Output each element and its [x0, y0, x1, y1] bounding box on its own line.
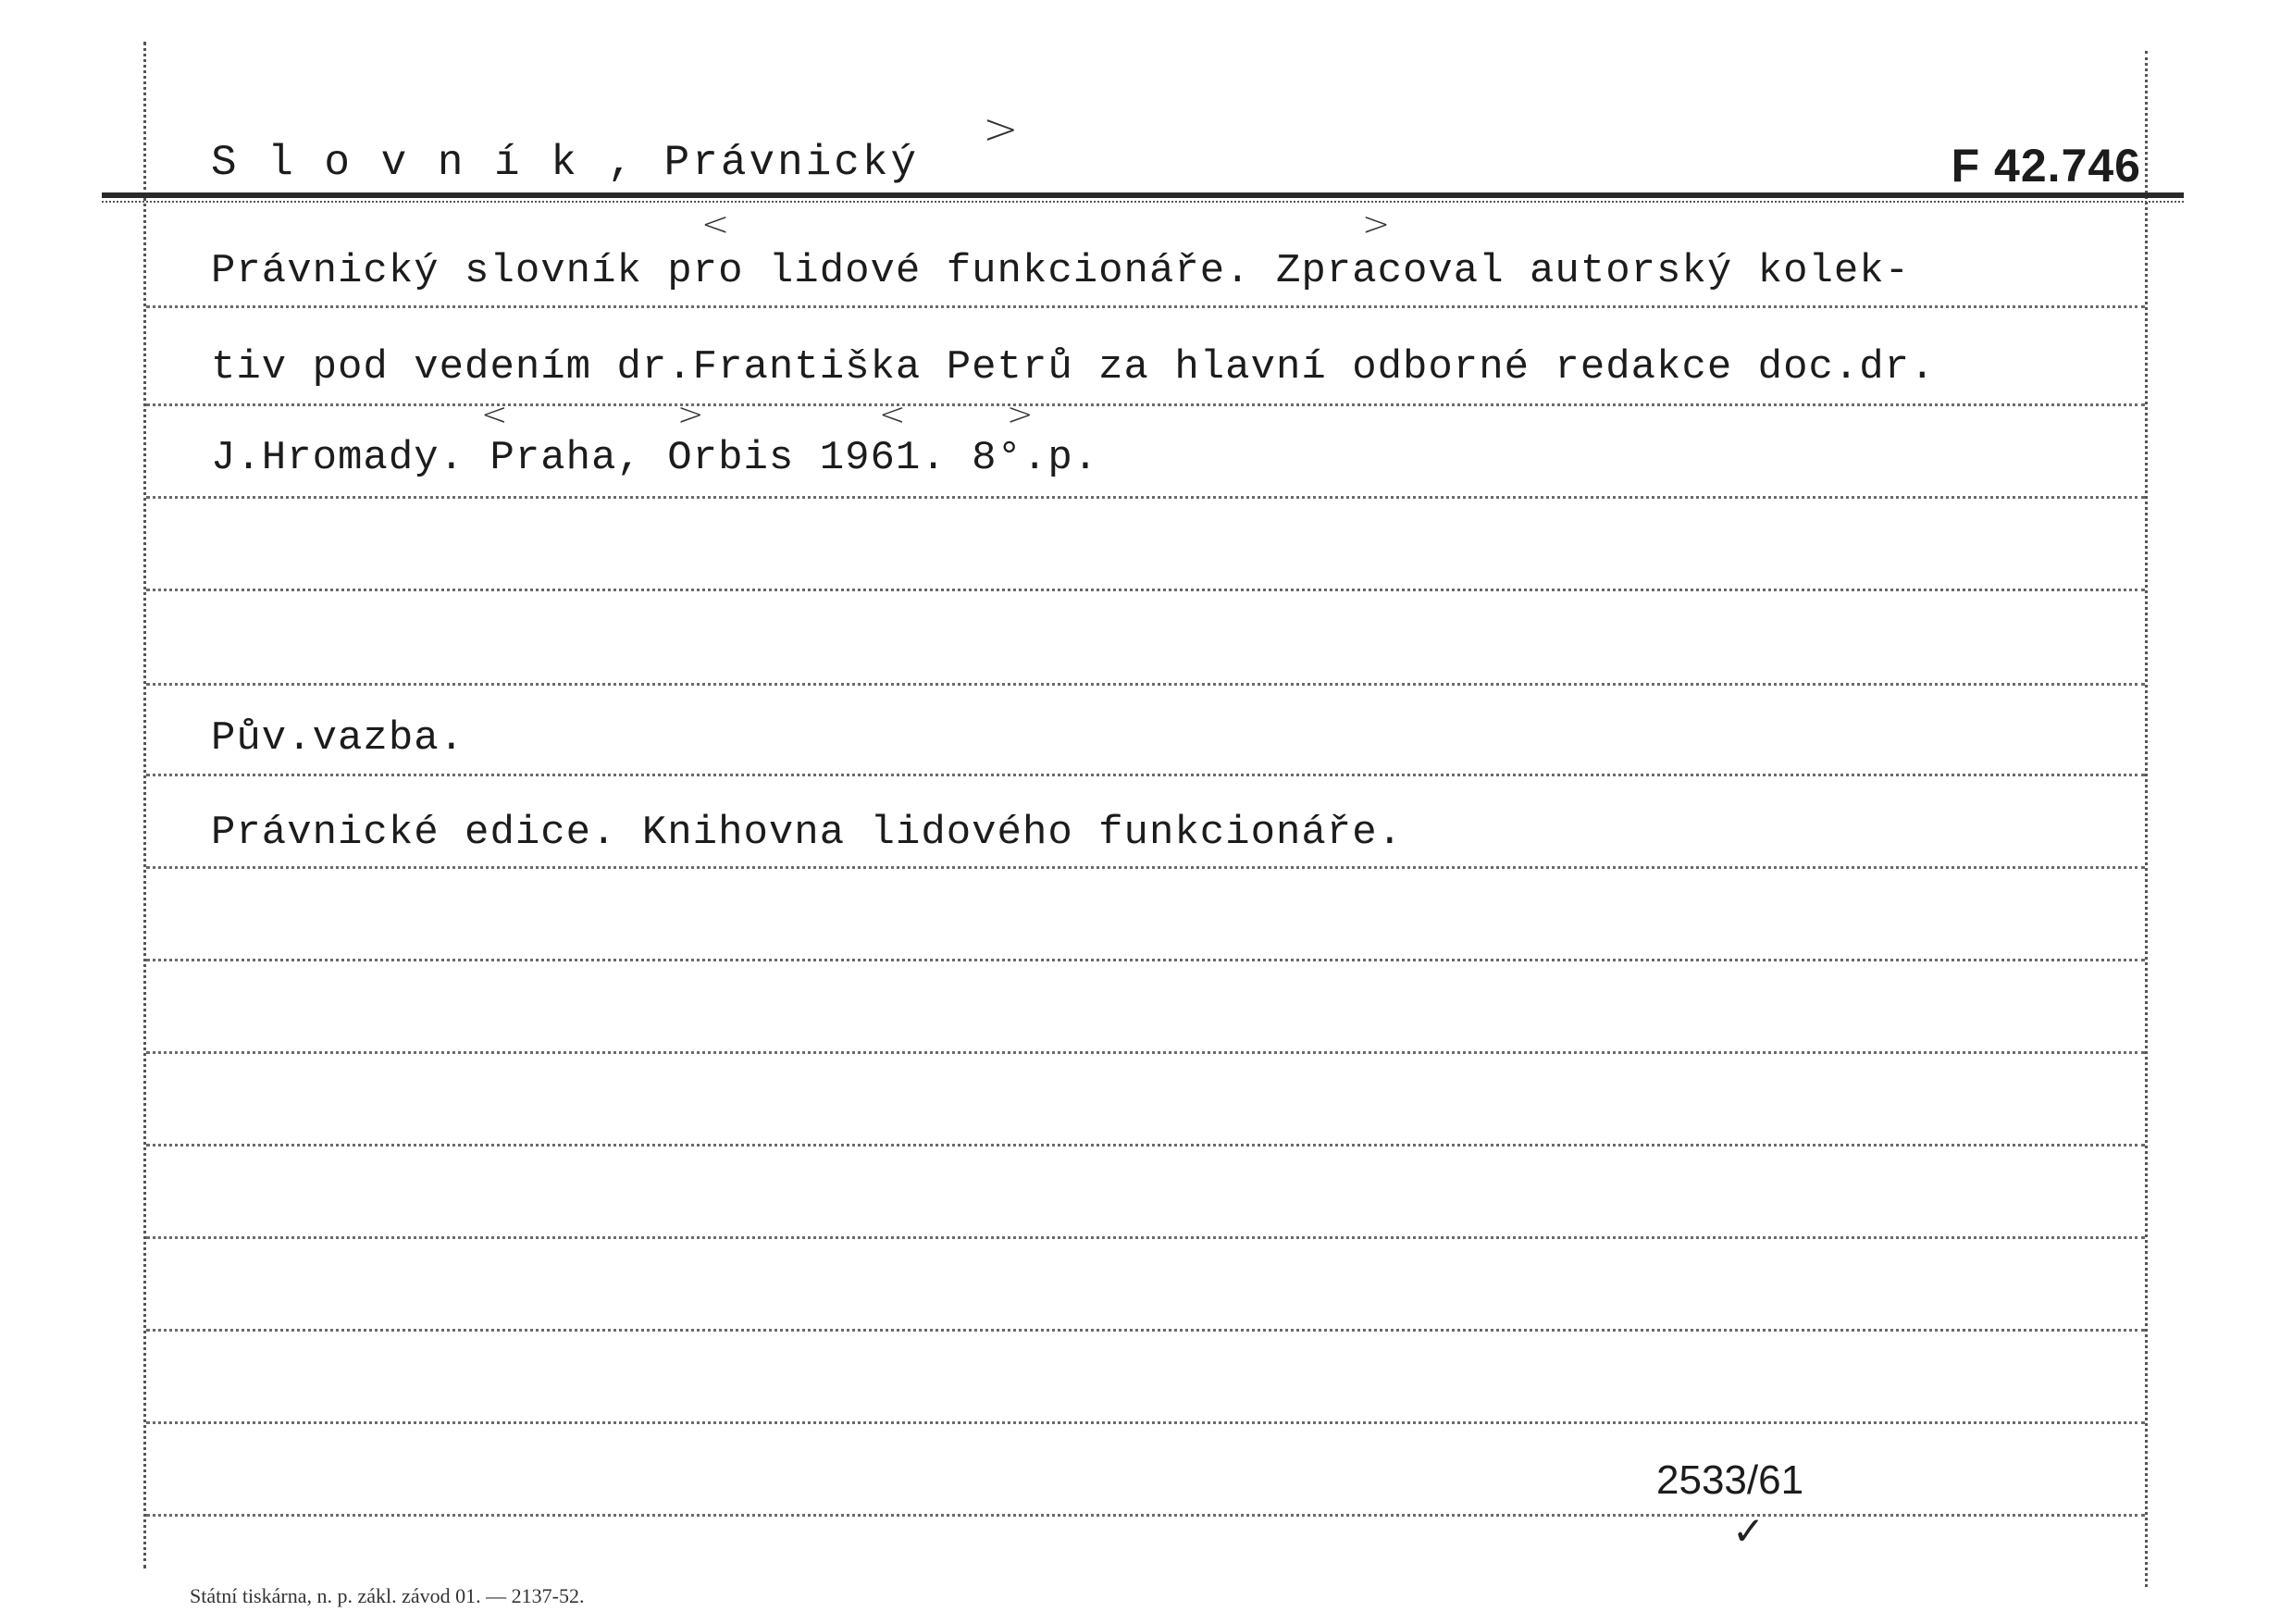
description-line-3: J.Hromady. Praha, Orbis 1961. 8°.p. — [211, 435, 1099, 481]
proofreading-mark-gt: > — [677, 396, 704, 433]
card-heading: S l o v n í k , Právnický — [211, 139, 920, 187]
header-rule-dotted — [102, 201, 2184, 203]
check-mark: ✓ — [1732, 1508, 1766, 1554]
header-rule — [102, 192, 2184, 198]
proofreading-mark-gt: > — [1362, 205, 1391, 243]
ruled-line — [146, 1421, 2145, 1424]
description-line-1: Právnický slovník pro lidové funkcionáře. Zpracoval autorský kolek- — [211, 248, 1911, 294]
proofreading-mark-lt: < — [879, 396, 906, 433]
ruled-line — [146, 1144, 2145, 1147]
ruled-line — [146, 403, 2145, 406]
ruled-line — [146, 1051, 2145, 1054]
series-note: Právnické edice. Knihovna lidového funkcionáře. — [211, 810, 1404, 856]
accession-number: 2533/61 — [1656, 1457, 1804, 1503]
ruled-line — [146, 1236, 2145, 1239]
call-number: F 42.746 — [1951, 140, 2141, 192]
binding-note: Pův.vazba. — [211, 715, 465, 762]
ruled-line — [146, 496, 2145, 499]
ruled-line — [146, 589, 2145, 591]
left-margin-line — [143, 42, 146, 1568]
description-line-2: tiv pod vedením dr.Františka Petrů za hlavní odborné redakce doc.dr. — [211, 344, 1936, 391]
ruled-line — [146, 774, 2145, 776]
ruled-line — [146, 1514, 2145, 1517]
ruled-line — [146, 866, 2145, 869]
ruled-line — [146, 305, 2145, 308]
right-margin-line — [2145, 51, 2148, 1587]
proofreading-mark-gt: > — [983, 104, 1019, 154]
proofreading-mark-gt: > — [1007, 396, 1034, 433]
proofreading-mark-lt: < — [701, 205, 730, 243]
ruled-line — [146, 1329, 2145, 1332]
proofreading-mark-lt: < — [481, 396, 508, 433]
printer-imprint: Státní tiskárna, n. p. zákl. závod 01. — 2137-52. — [190, 1584, 585, 1607]
ruled-line — [146, 959, 2145, 961]
ruled-line — [146, 683, 2145, 686]
